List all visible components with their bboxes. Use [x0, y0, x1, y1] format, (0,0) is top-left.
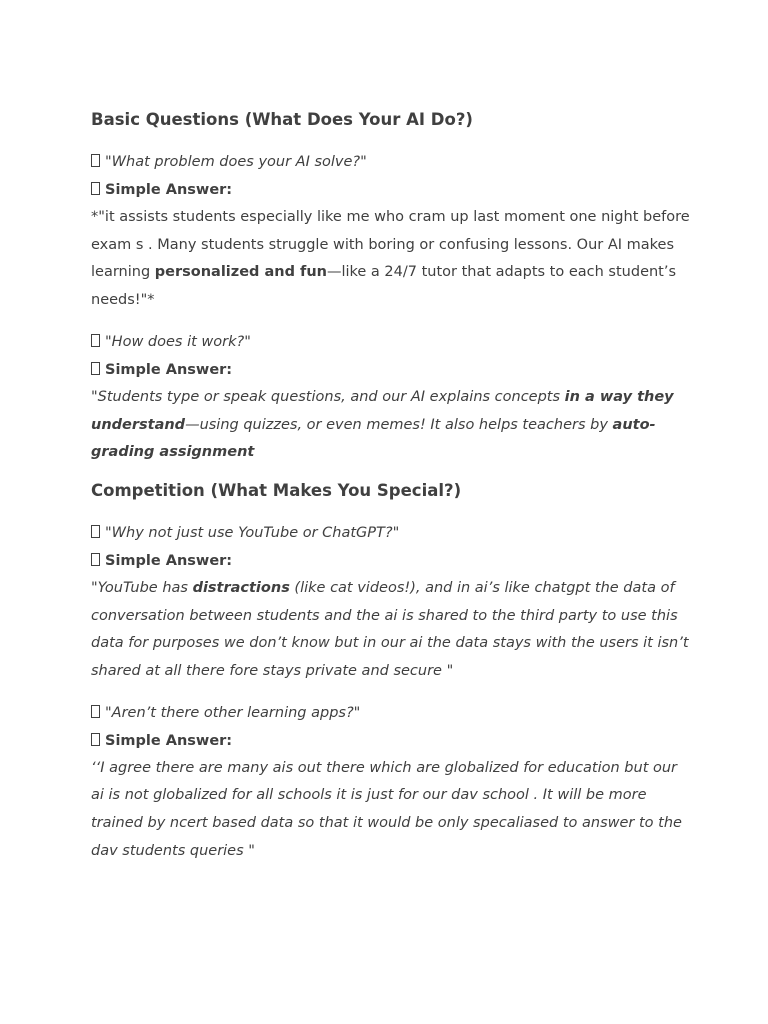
- checkbox-glyph-icon: [91, 733, 100, 746]
- answer-label-4: Simple Answer:: [91, 727, 691, 755]
- checkbox-glyph-icon: [91, 362, 100, 375]
- answer-label-1: Simple Answer:: [91, 176, 691, 204]
- answer-2: "Students type or speak questions, and our AI explains concepts in a way they understand—using quizzes, or even memes! It also helps teachers by auto-grading assignment: [91, 388, 674, 461]
- checkbox-glyph-icon: [91, 705, 100, 718]
- checkbox-glyph-icon: [91, 182, 100, 195]
- checkbox-glyph-icon: [91, 553, 100, 566]
- question-4: "Aren’t there other learning apps?": [91, 699, 691, 727]
- question-3: "Why not just use YouTube or ChatGPT?": [91, 519, 691, 547]
- section-heading-competition: Competition (What Makes You Special?): [91, 480, 462, 500]
- document-page: [91, 106, 691, 866]
- question-1: "What problem does your AI solve?": [91, 148, 691, 176]
- checkbox-glyph-icon: [91, 334, 100, 347]
- checkbox-glyph-icon: [91, 154, 100, 167]
- answer-label-2: Simple Answer:: [91, 356, 691, 384]
- answer-3: "YouTube has distractions (like cat videos!), and in ai’s like chatgpt the data of conversation between students and the ai is shared to the third party to use this data for purposes we don’t know but in our ai the data stays with the users it isn’t shared at all there fore stays private and secure ": [91, 579, 689, 680]
- question-2: "How does it work?": [91, 328, 691, 356]
- answer-4: ‘‘I agree there are many ais out there which are globalized for education but our ai is not globalized for all schools it is just for our dav school . It will be more trained by ncert based data so that it would be only specaliased to answer to the dav students queries ": [91, 759, 682, 859]
- answer-1: *"it assists students especially like me who cram up last moment one night before exam s . Many students struggle with boring or confusing lessons. Our AI makes learning personalized and fun—like a 24/7 tutor that adapts to each student’s needs!"*: [91, 209, 690, 309]
- answer-label-3: Simple Answer:: [91, 547, 691, 575]
- section-heading-basic-questions: Basic Questions (What Does Your AI Do?): [91, 110, 473, 129]
- checkbox-glyph-icon: [91, 525, 100, 538]
